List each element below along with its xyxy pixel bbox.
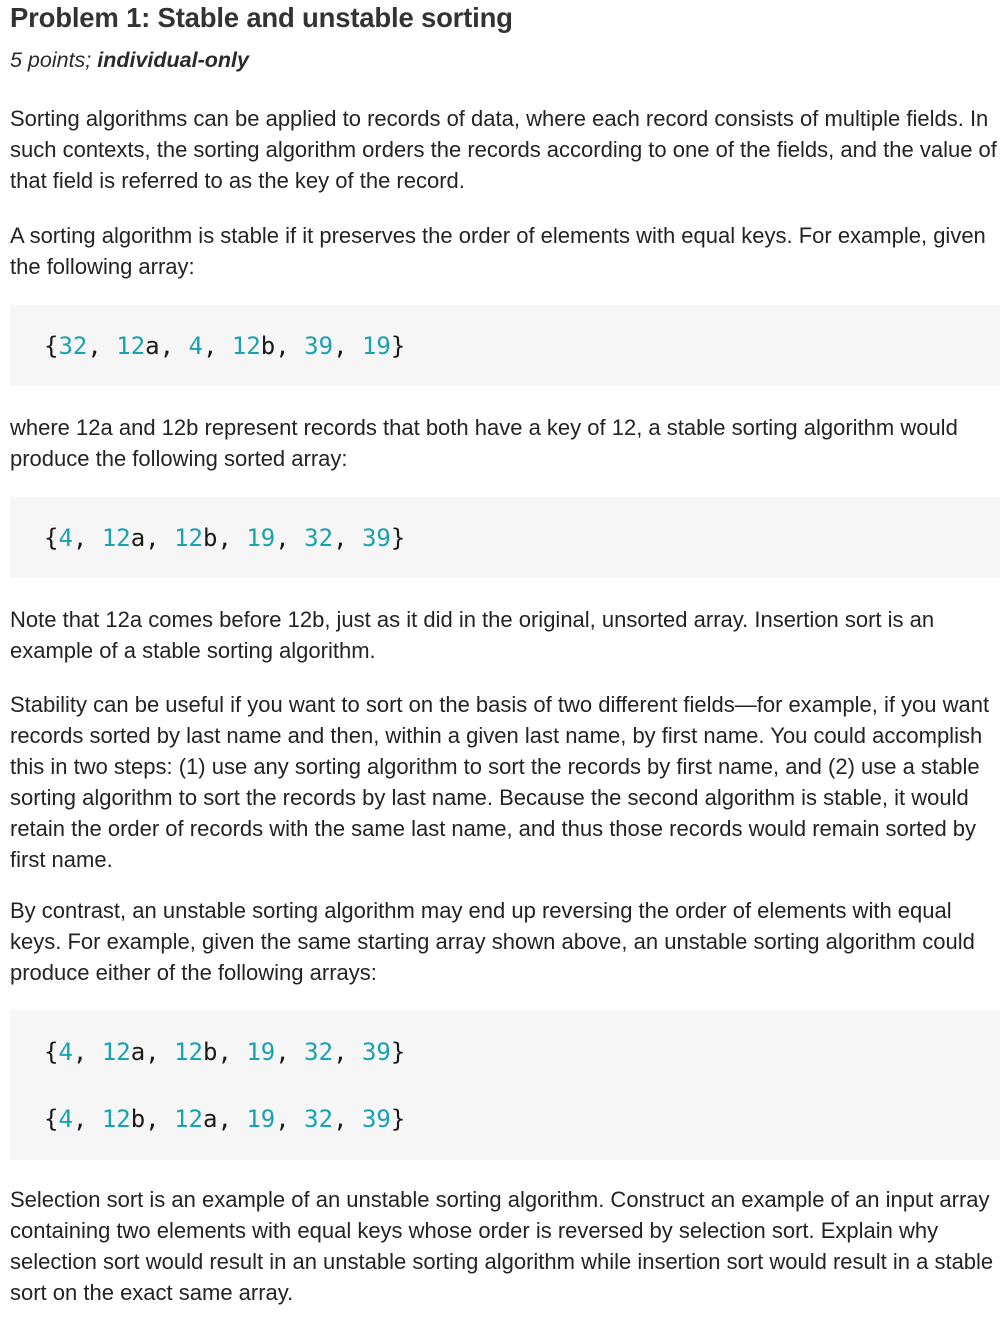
code-separator: , <box>145 524 175 552</box>
element-key: 39 <box>361 524 391 552</box>
element-suffix: a <box>202 1105 218 1133</box>
element-suffix: b <box>202 524 218 552</box>
element-key: 12 <box>231 332 261 360</box>
code-brace-close: } <box>390 1105 406 1133</box>
array-element <box>189 332 203 360</box>
code-separator: , <box>217 1038 247 1066</box>
code-brace-close: } <box>390 332 406 360</box>
paragraph-unstable-definition: By contrast, an unstable sorting algorithm may end up reversing the order of elements with equal keys. For example, given the same starting array shown above, an unstable sorting algorithm could produce either of the following arrays: <box>10 898 975 985</box>
element-key: 12 <box>101 1038 131 1066</box>
element-key: 12 <box>101 1105 131 1133</box>
element-key: 12 <box>174 1105 203 1133</box>
code-line-unstable-1 <box>44 1038 405 1066</box>
element-suffix: b <box>260 332 276 360</box>
paragraph-insertion-stable: Note that 12a comes before 12b, just as it did in the original, unsorted array. Insertion sort is an example of a stable sorting algorithm. <box>10 607 935 663</box>
code-separator: , <box>333 1105 362 1133</box>
array-element <box>116 332 159 360</box>
element-key: 32 <box>304 1038 334 1066</box>
array-element <box>304 332 333 360</box>
array-element <box>246 1038 275 1066</box>
element-suffix: a <box>130 524 146 552</box>
array-element <box>362 1038 391 1066</box>
code-separator: , <box>217 1105 247 1133</box>
array-element <box>102 1038 145 1066</box>
array-element <box>102 1105 145 1133</box>
array-element <box>174 524 217 552</box>
element-key: 12 <box>101 524 131 552</box>
array-element <box>362 524 391 552</box>
array-element <box>304 524 333 552</box>
array-element <box>58 524 72 552</box>
element-key: 32 <box>304 1105 334 1133</box>
code-line-unstable-2 <box>44 1105 405 1133</box>
element-key: 12 <box>116 332 146 360</box>
element-key: 19 <box>246 1105 276 1133</box>
element-key: 19 <box>246 524 276 552</box>
code-separator: , <box>333 332 362 360</box>
code-brace-close: } <box>390 1038 406 1066</box>
element-key: 39 <box>361 1038 391 1066</box>
code-line-stable-sorted <box>44 524 405 552</box>
code-brace-open: { <box>44 332 59 360</box>
page-title: Problem 1: Stable and unstable sorting <box>10 2 513 33</box>
element-key: 19 <box>246 1038 276 1066</box>
code-separator: , <box>145 1038 175 1066</box>
array-element <box>232 332 275 360</box>
array-element <box>174 1038 217 1066</box>
code-brace-open: { <box>44 524 59 552</box>
element-key: 19 <box>361 332 391 360</box>
code-separator: , <box>217 524 247 552</box>
code-separator: , <box>275 1105 305 1133</box>
code-separator: , <box>275 524 305 552</box>
array-element <box>246 1105 275 1133</box>
element-suffix: b <box>202 1038 218 1066</box>
code-separator: , <box>333 524 362 552</box>
element-key: 4 <box>58 524 73 552</box>
paragraph-selection-task: Selection sort is an example of an unstable sorting algorithm. Construct an example of an input array containing two elements with equal keys whose order is reversed by selection sort. Explain why selection sort would result in an unstable sorting algorithm while insertion sort would result in a stable sort on the exact same array. <box>10 1187 994 1305</box>
element-key: 39 <box>361 1105 391 1133</box>
code-separator: , <box>87 332 117 360</box>
code-separator: , <box>72 524 102 552</box>
paragraph-stability-usefulness: Stability can be useful if you want to sort on the basis of two different fields—for example, if you want records sorted by last name and then, within a given last name, by first name. You could accomplish this in two steps: (1) use any sorting algorithm to sort the records by first name, and (2) use a stable sorting algorithm to sort the records by last name. Because the second algorithm is stable, it would retain the order of records with the same last name, and thus those records would remain sorted by first name. <box>10 692 990 872</box>
array-element <box>174 1105 217 1133</box>
points-line <box>10 48 249 73</box>
code-separator: , <box>333 1038 362 1066</box>
code-block-unstable <box>10 1010 1000 1160</box>
code-brace-close: } <box>390 524 406 552</box>
code-block-original <box>10 305 1000 386</box>
array-element <box>58 1038 72 1066</box>
code-separator: , <box>72 1105 102 1133</box>
code-brace-open: { <box>44 1105 59 1133</box>
element-key: 12 <box>174 524 203 552</box>
code-separator: , <box>202 332 232 360</box>
paragraph-stable-result: where 12a and 12b represent records that both have a key of 12, a stable sorting algorithm would produce the following sorted array: <box>10 415 958 471</box>
array-element <box>246 524 275 552</box>
code-brace-open: { <box>44 1038 59 1066</box>
paragraph-stable-definition: A sorting algorithm is stable if it preserves the order of elements with equal keys. For example, given the following array: <box>10 223 986 279</box>
element-key: 32 <box>58 332 88 360</box>
element-suffix: b <box>130 1105 146 1133</box>
array-element <box>304 1105 333 1133</box>
element-key: 4 <box>58 1038 73 1066</box>
array-element <box>304 1038 333 1066</box>
element-key: 39 <box>304 332 334 360</box>
element-key: 4 <box>58 1105 73 1133</box>
code-separator: , <box>72 1038 102 1066</box>
element-key: 12 <box>174 1038 203 1066</box>
array-element <box>58 1105 72 1133</box>
paragraph-records-intro: Sorting algorithms can be applied to records of data, where each record consists of multiple fields. In such contexts, the sorting algorithm orders the records according to one of the fields, and the value of that field is referred to as the key of the record. <box>10 106 997 193</box>
policy-text: individual-only <box>97 48 249 72</box>
element-key: 4 <box>188 332 203 360</box>
code-separator: , <box>275 332 305 360</box>
element-suffix: a <box>145 332 160 360</box>
code-line-original <box>44 332 405 360</box>
points-text: 5 points; <box>10 48 98 72</box>
array-element <box>362 1105 391 1133</box>
element-key: 32 <box>304 524 334 552</box>
element-suffix: a <box>130 1038 146 1066</box>
code-separator: , <box>275 1038 305 1066</box>
code-block-stable-sorted <box>10 497 1000 578</box>
array-element <box>102 524 145 552</box>
code-separator: , <box>159 332 189 360</box>
code-separator: , <box>145 1105 175 1133</box>
array-element <box>362 332 391 360</box>
array-element <box>58 332 87 360</box>
